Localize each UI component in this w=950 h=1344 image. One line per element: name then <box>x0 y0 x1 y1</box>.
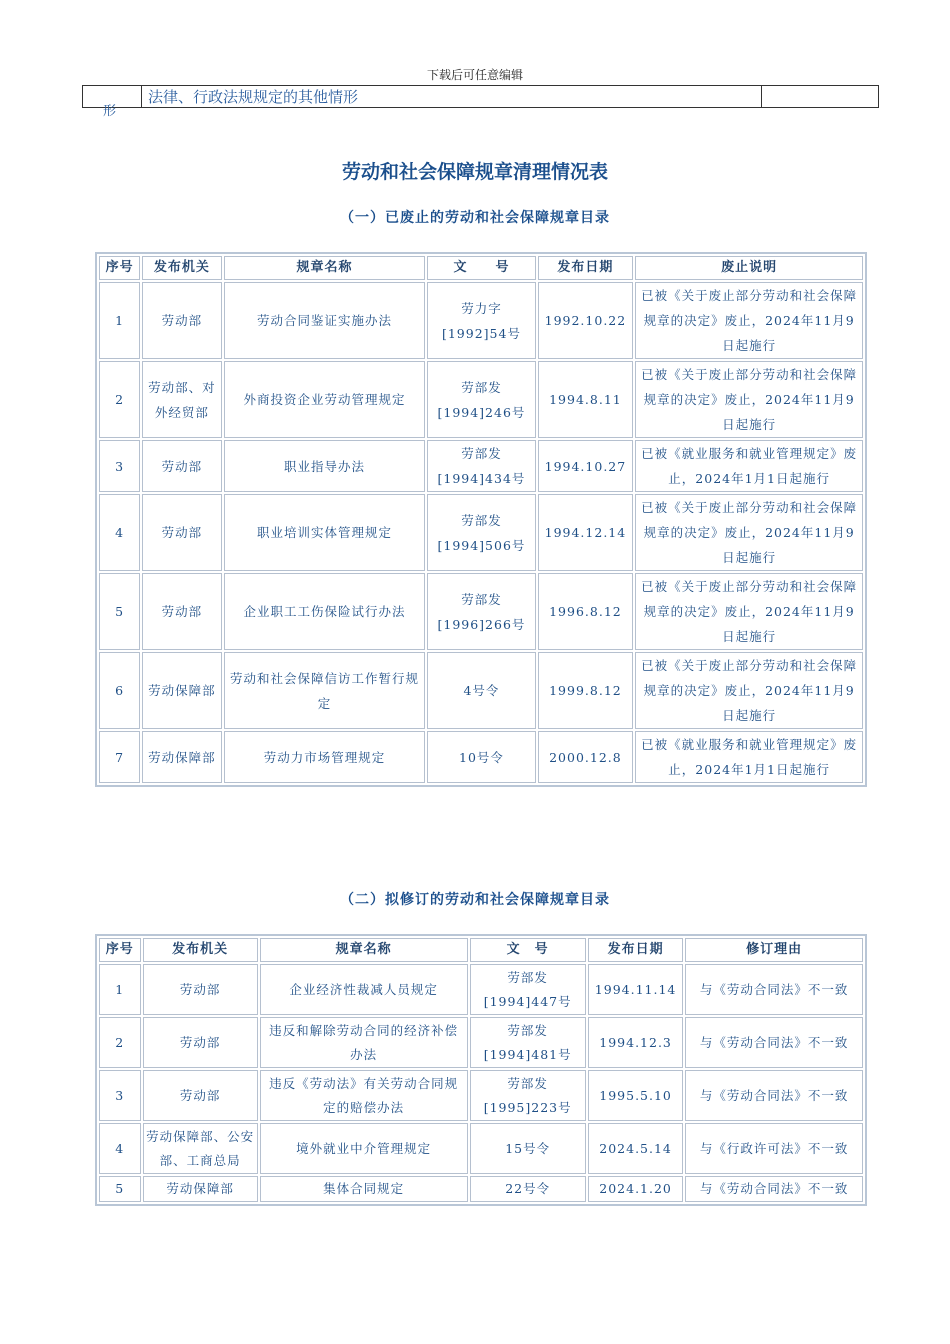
document-number-cell: 4号令 <box>427 652 535 729</box>
serial-cell: 1 <box>99 282 140 359</box>
header-repeal-note: 废止说明 <box>635 256 863 280</box>
stray-character: 形 <box>103 104 117 119</box>
document-number-cell: 22号令 <box>470 1176 586 1202</box>
issuer-cell: 劳动部 <box>142 573 221 650</box>
document-number-cell: 劳部发[1994]434号 <box>427 440 535 492</box>
serial-cell: 2 <box>99 361 140 438</box>
table-row <box>99 1123 863 1174</box>
table-row <box>99 731 863 783</box>
row-empty-cell <box>762 86 878 107</box>
issuer-cell: 劳动部 <box>142 282 221 359</box>
header-issue-date: 发布日期 <box>588 938 684 962</box>
serial-cell: 7 <box>99 731 140 783</box>
issue-date-cell: 2000.12.8 <box>538 731 634 783</box>
repeal-note-cell: 已被《关于废止部分劳动和社会保障规章的决定》废止，2024年11月9日起施行 <box>635 494 863 571</box>
table-row <box>99 964 863 1015</box>
issuer-cell: 劳动保障部、公安部、工商总局 <box>143 1123 258 1174</box>
repeal-note-cell: 已被《就业服务和就业管理规定》废止，2024年1月1日起施行 <box>635 440 863 492</box>
table-header-row <box>99 938 863 962</box>
regulations-to-revise-table <box>95 934 867 1206</box>
repealed-regulations-table <box>95 252 867 787</box>
issuer-cell: 劳动部 <box>143 1070 258 1121</box>
serial-cell: 4 <box>99 1123 141 1174</box>
regulation-name-cell: 职业指导办法 <box>224 440 426 492</box>
regulation-name-cell: 企业经济性裁减人员规定 <box>260 964 468 1015</box>
serial-cell: 6 <box>99 652 140 729</box>
section2-title: （二）拟修订的劳动和社会保障规章目录 <box>340 892 610 908</box>
issue-date-cell: 2024.1.20 <box>588 1176 684 1202</box>
table-row <box>99 440 863 492</box>
issue-date-cell: 1994.12.3 <box>588 1017 684 1068</box>
revision-reason-cell: 与《劳动合同法》不一致 <box>685 1176 863 1202</box>
row-index-cell <box>83 86 142 119</box>
regulation-name-cell: 职业培训实体管理规定 <box>224 494 426 571</box>
document-number-cell: 劳力字[1992]54号 <box>427 282 535 359</box>
serial-cell: 1 <box>99 964 141 1015</box>
regulation-name-cell: 劳动合同鉴证实施办法 <box>224 282 426 359</box>
issue-date-cell: 1994.8.11 <box>538 361 634 438</box>
table-row <box>99 652 863 729</box>
regulation-name-cell: 集体合同规定 <box>260 1176 468 1202</box>
revision-reason-cell: 与《劳动合同法》不一致 <box>685 1017 863 1068</box>
header-note: 下载后可任意编辑 <box>426 68 523 82</box>
issue-date-cell: 1994.12.14 <box>538 494 634 571</box>
serial-cell: 2 <box>99 1017 141 1068</box>
header-issuer: 发布机关 <box>142 256 221 280</box>
repeal-note-cell: 已被《关于废止部分劳动和社会保障规章的决定》废止，2024年11月9日起施行 <box>635 573 863 650</box>
repeal-note-cell: 已被《关于废止部分劳动和社会保障规章的决定》废止，2024年11月9日起施行 <box>635 282 863 359</box>
issue-date-cell: 1992.10.22 <box>538 282 634 359</box>
header-serial: 序号 <box>99 256 140 280</box>
table-row <box>99 1070 863 1121</box>
repeal-note-cell: 已被《关于废止部分劳动和社会保障规章的决定》废止，2024年11月9日起施行 <box>635 361 863 438</box>
row-text-cell: 法律、行政法规规定的其他情形 <box>142 86 762 107</box>
issuer-cell: 劳动保障部 <box>142 731 221 783</box>
serial-cell: 4 <box>99 494 140 571</box>
document-number-cell: 劳部发[1995]223号 <box>470 1070 586 1121</box>
document-number-cell: 劳部发[1994]246号 <box>427 361 535 438</box>
regulation-name-cell: 企业职工工伤保险试行办法 <box>224 573 426 650</box>
issuer-cell: 劳动部 <box>142 440 221 492</box>
issuer-cell: 劳动部 <box>142 494 221 571</box>
document-number-cell: 劳部发[1996]266号 <box>427 573 535 650</box>
regulation-name-cell: 劳动力市场管理规定 <box>224 731 426 783</box>
document-number-cell: 劳部发[1994]447号 <box>470 964 586 1015</box>
document-number-cell: 15号令 <box>470 1123 586 1174</box>
serial-cell: 3 <box>99 1070 141 1121</box>
serial-cell: 5 <box>99 1176 141 1202</box>
table-row <box>99 573 863 650</box>
header-issuer: 发布机关 <box>143 938 258 962</box>
header-regulation-name: 规章名称 <box>224 256 426 280</box>
regulation-name-cell: 外商投资企业劳动管理规定 <box>224 361 426 438</box>
document-number-cell: 劳部发[1994]481号 <box>470 1017 586 1068</box>
issue-date-cell: 1996.8.12 <box>538 573 634 650</box>
issuer-cell: 劳动部 <box>143 1017 258 1068</box>
issuer-cell: 劳动部 <box>143 964 258 1015</box>
header-document-number: 文 号 <box>470 938 586 962</box>
regulation-name-cell: 违反《劳动法》有关劳动合同规定的赔偿办法 <box>260 1070 468 1121</box>
table-row <box>99 282 863 359</box>
document-number-cell: 劳部发[1994]506号 <box>427 494 535 571</box>
issuer-cell: 劳动保障部 <box>142 652 221 729</box>
table-row <box>99 1176 863 1202</box>
header-revision-reason: 修订理由 <box>685 938 863 962</box>
revision-reason-cell: 与《劳动合同法》不一致 <box>685 1070 863 1121</box>
repeal-note-cell: 已被《关于废止部分劳动和社会保障规章的决定》废止，2024年11月9日起施行 <box>635 652 863 729</box>
issuer-cell: 劳动保障部 <box>143 1176 258 1202</box>
page-title: 劳动和社会保障规章清理情况表 <box>341 161 608 183</box>
table-row <box>99 494 863 571</box>
revision-reason-cell: 与《劳动合同法》不一致 <box>685 964 863 1015</box>
header-serial: 序号 <box>99 938 141 962</box>
table-row <box>99 1017 863 1068</box>
serial-cell: 5 <box>99 573 140 650</box>
document-number-cell: 10号令 <box>427 731 535 783</box>
continued-table-row <box>82 85 879 119</box>
issue-date-cell: 1999.8.12 <box>538 652 634 729</box>
issue-date-cell: 1994.11.14 <box>588 964 684 1015</box>
serial-cell: 3 <box>99 440 140 492</box>
issuer-cell: 劳动部、对外经贸部 <box>142 361 221 438</box>
issue-date-cell: 1994.10.27 <box>538 440 634 492</box>
issue-date-cell: 2024.5.14 <box>588 1123 684 1174</box>
repeal-note-cell: 已被《就业服务和就业管理规定》废止，2024年1月1日起施行 <box>635 731 863 783</box>
regulation-name-cell: 境外就业中介管理规定 <box>260 1123 468 1174</box>
header-regulation-name: 规章名称 <box>260 938 468 962</box>
regulation-name-cell: 劳动和社会保障信访工作暂行规定 <box>224 652 426 729</box>
header-issue-date: 发布日期 <box>538 256 634 280</box>
revision-reason-cell: 与《行政许可法》不一致 <box>685 1123 863 1174</box>
regulation-name-cell: 违反和解除劳动合同的经济补偿办法 <box>260 1017 468 1068</box>
header-document-number: 文 号 <box>427 256 535 280</box>
table-row <box>99 361 863 438</box>
issue-date-cell: 1995.5.10 <box>588 1070 684 1121</box>
section1-title: （一）已废止的劳动和社会保障规章目录 <box>340 210 610 226</box>
table-header-row <box>99 256 863 280</box>
